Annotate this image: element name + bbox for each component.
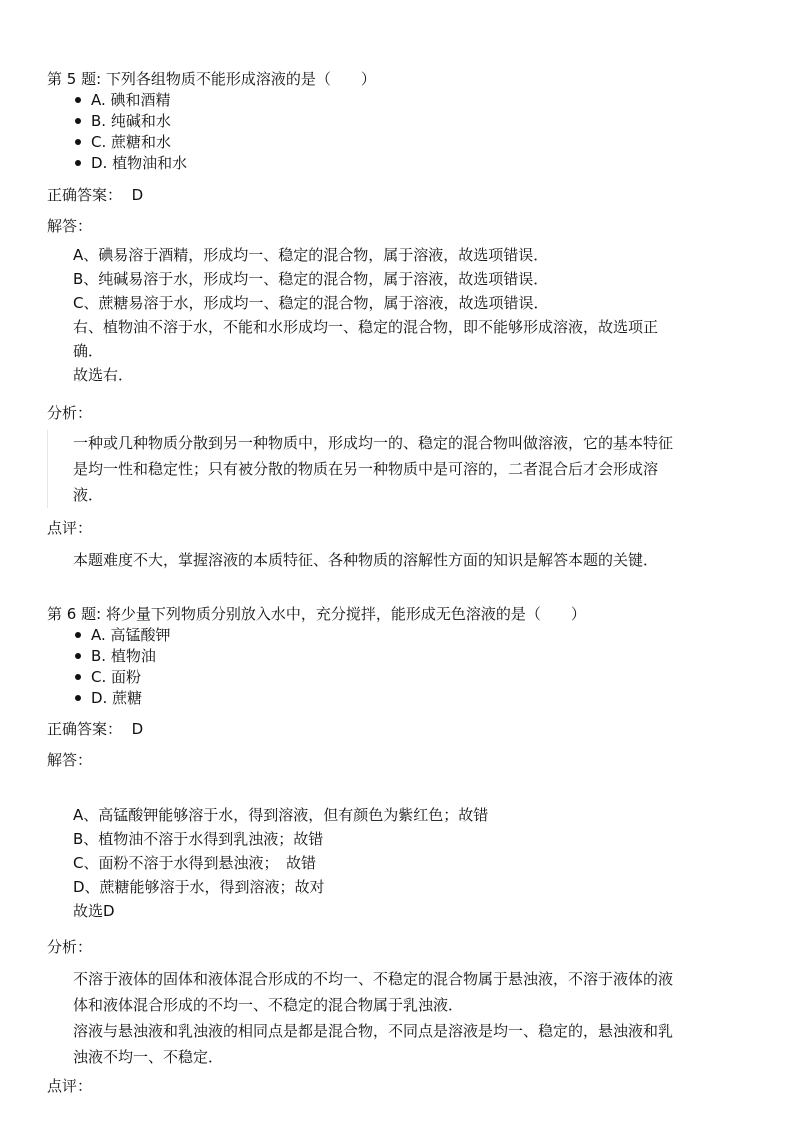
bullet-icon (75, 97, 81, 103)
bullet-icon (75, 695, 81, 701)
question-5-comment: 本题难度不大，掌握溶液的本质特征、各种物质的溶解性方面的知识是解答本题的关键． (73, 551, 659, 569)
question-5-title: 第 5 题: 下列各组物质不能形成溶液的是（ ） (47, 70, 376, 88)
question-5-comment-label: 点评： (47, 519, 93, 537)
question-5-analysis-label: 分析： (47, 404, 93, 422)
question-5-solution: A、碘易溶于酒精，形成均一、稳定的混合物，属于溶液，故选项错误． B、纯碱易溶于水，形成均一、稳定的混合物，属于溶液，故选项错误． C、蔗糖易溶于水，形成均一、稳定的混合物，属于溶液，故选项错误． 右、植物油不溶于水，不能和水形成均一、稳定的混合物，即不能够形成溶液，故选项正 确． 故选右． (73, 246, 659, 384)
question-6-answer: 正确答案： D (47, 720, 144, 738)
option-b: B. 纯碱和水 (47, 111, 747, 132)
option-b: B. 植物油 (47, 646, 747, 667)
option-a: A. 碘和酒精 (47, 90, 747, 111)
option-d: D. 蔗糖 (47, 688, 747, 709)
option-c: C. 蔗糖和水 (47, 132, 747, 153)
answer-value: D (131, 720, 144, 738)
bullet-icon (75, 160, 81, 166)
bullet-icon (75, 118, 81, 124)
question-6-solution-label: 解答： (47, 751, 93, 769)
question-5-options (47, 90, 747, 174)
question-6 (47, 603, 747, 709)
question-6-solution: A、高锰酸钾能够溶于水，得到溶液，但有颜色为紫红色；故错 B、植物油不溶于水得到乳浊液；故错 C、面粉不溶于水得到悬浊液； 故错 D、蔗糖能够溶于水，得到溶液；故对 故选D (73, 806, 489, 920)
bullet-icon (75, 139, 81, 145)
question-5-solution-label: 解答： (47, 217, 93, 235)
question-5-analysis: 一种或几种物质分散到另一种物质中，形成均一的、稳定的混合物叫做溶液，它的基本特征 是均一性和稳定性；只有被分散的物质在另一种物质中是可溶的，二者混合后才会形成溶 液． (47, 430, 738, 508)
question-6-analysis-label: 分析： (47, 938, 93, 956)
option-a: A. 高锰酸钾 (47, 625, 747, 646)
bullet-icon (75, 632, 81, 638)
answer-value: D (131, 186, 144, 204)
question-6-analysis: 不溶于液体的固体和液体混合形成的不均一、不稳定的混合物属于悬浊液，不溶于液体的液 体和液体混合形成的不均一、不稳定的混合物属于乳浊液． 溶液与悬浊液和乳浊液的相同点是都是混合物，不同点是溶液是均一、稳定的，悬浊液和乳 浊液不均一、不稳定． (73, 970, 674, 1066)
question-6-options (47, 625, 747, 709)
option-d: D. 植物油和水 (47, 153, 747, 174)
bullet-icon (75, 653, 81, 659)
question-5-answer: 正确答案： D (47, 186, 144, 204)
bullet-icon (75, 674, 81, 680)
option-c: C. 面粉 (47, 667, 747, 688)
question-6-comment-label: 点评： (47, 1077, 93, 1095)
question-6-title: 第 6 题: 将少量下列物质分别放入水中，充分搅拌，能形成无色溶液的是（ ） (47, 605, 586, 623)
question-5 (47, 68, 747, 174)
